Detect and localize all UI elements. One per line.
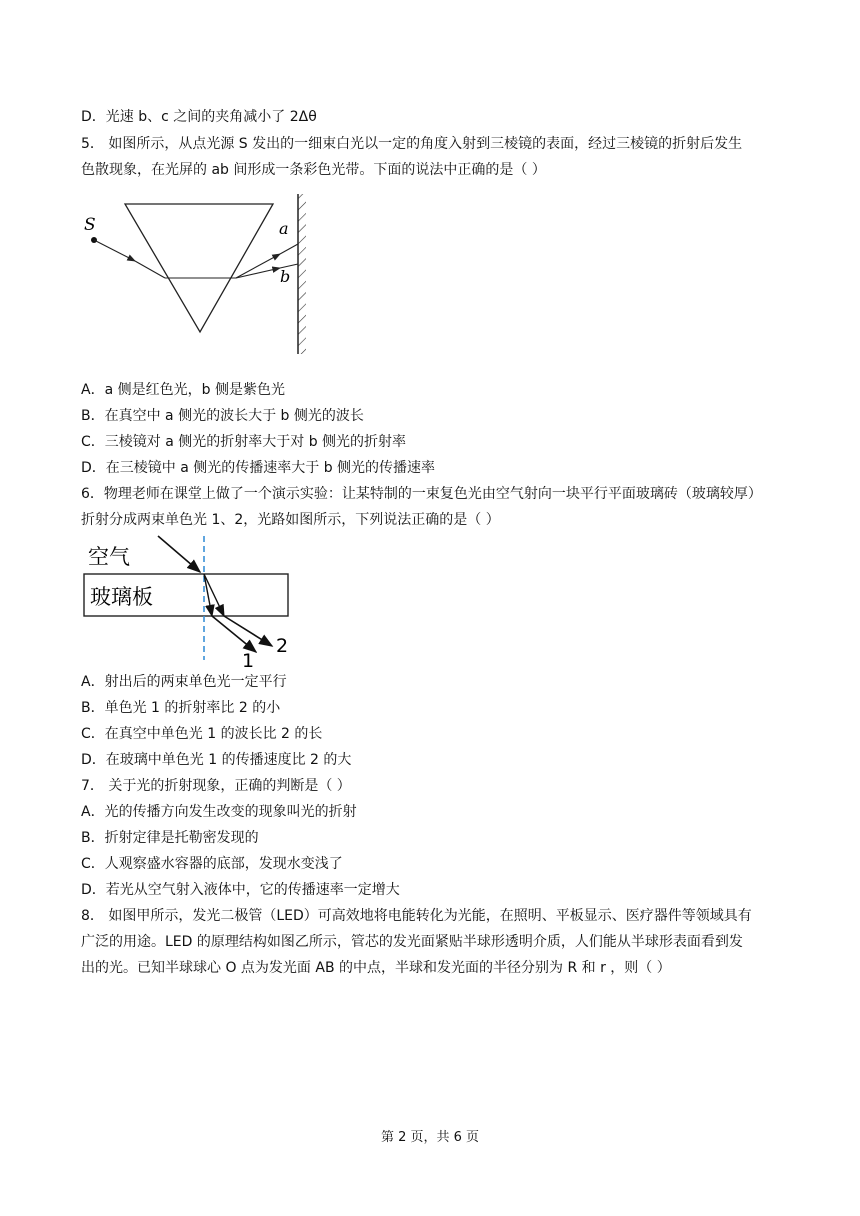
prism-figure [80, 190, 320, 360]
screen-hatching [298, 194, 306, 354]
q5-option-d: D．在三棱镜中 a 侧光的传播速率大于 b 侧光的传播速率 [81, 460, 436, 476]
q6-option-d: D．在玻璃中单色光 1 的传播速度比 2 的大 [81, 752, 352, 768]
q8-stem-line1: 8． 如图甲所示，发光二极管（LED）可高效地将电能转化为光能，在照明、平板显示、医疗器件等领域具有 [81, 908, 752, 924]
q6-stem-line1: 6．物理老师在课堂上做了一个演示实验：让某特制的一束复色光由空气射向一块平行平面玻璃砖（玻璃较厚） [81, 486, 762, 502]
label-s: S [84, 215, 96, 235]
page-footer: 第 2 页，共 6 页 [380, 1130, 480, 1145]
label-air: 空气 [88, 545, 130, 569]
q5-option-c: C．三棱镜对 a 侧光的折射率大于对 b 侧光的折射率 [81, 434, 407, 450]
beam-2-in-glass [204, 574, 224, 616]
beam-1-in-glass [204, 574, 212, 616]
q6-option-b: B．单色光 1 的折射率比 2 的小 [81, 700, 281, 716]
q7-option-a: A．光的传播方向发生改变的现象叫光的折射 [81, 804, 357, 820]
q7-option-c: C．人观察盛水容器的底部，发现水变浅了 [81, 856, 343, 872]
q4-option-d: D．光速 b、c 之间的夹角减小了 2Δθ [81, 109, 317, 125]
q5-stem-line1: 5． 如图所示，从点光源 S 发出的一细束白光以一定的角度入射到三棱镜的表面，经过三棱镜的折射后发生 [81, 136, 743, 152]
q7-option-b: B．折射定律是托勒密发现的 [81, 830, 259, 846]
q7-stem: 7． 关于光的折射现象，正确的判断是（ ） [81, 778, 351, 794]
incident-beam [158, 536, 200, 572]
q8-stem-line2: 广泛的用途。LED 的原理结构如图乙所示，管芯的发光面紧贴半球形透明介质，人们能从半球形表面看到发 [81, 934, 743, 950]
q8-stem-line3: 出的光。已知半球球心 O 点为发光面 AB 的中点，半球和发光面的半径分别为 R 和 r ，则（ ） [81, 960, 671, 976]
incident-ray [94, 240, 135, 261]
q7-option-d: D．若光从空气射入液体中，它的传播速率一定增大 [81, 882, 400, 898]
ray-a [280, 244, 298, 254]
label-b: b [280, 267, 291, 286]
label-glass: 玻璃板 [90, 585, 153, 609]
label-beam-2: 2 [276, 635, 289, 657]
q6-option-a: A．射出后的两束单色光一定平行 [81, 674, 287, 690]
q5-option-a: A．a 侧是红色光，b 侧是紫色光 [81, 382, 285, 398]
q5-option-b: B．在真空中 a 侧光的波长大于 b 侧光的波长 [81, 408, 364, 424]
glass-plate-figure [80, 534, 300, 670]
label-a: a [279, 219, 289, 238]
ray-b-arrow [236, 268, 280, 278]
q6-option-c: C．在真空中单色光 1 的波长比 2 的长 [81, 726, 323, 742]
label-beam-1: 1 [242, 650, 255, 670]
q6-stem-line2: 折射分成两束单色光 1、2，光路如图所示，下列说法正确的是（ ） [81, 512, 500, 528]
q5-stem-line2: 色散现象，在光屏的 ab 间形成一条彩色光带。下面的说法中正确的是（ ） [81, 162, 546, 178]
